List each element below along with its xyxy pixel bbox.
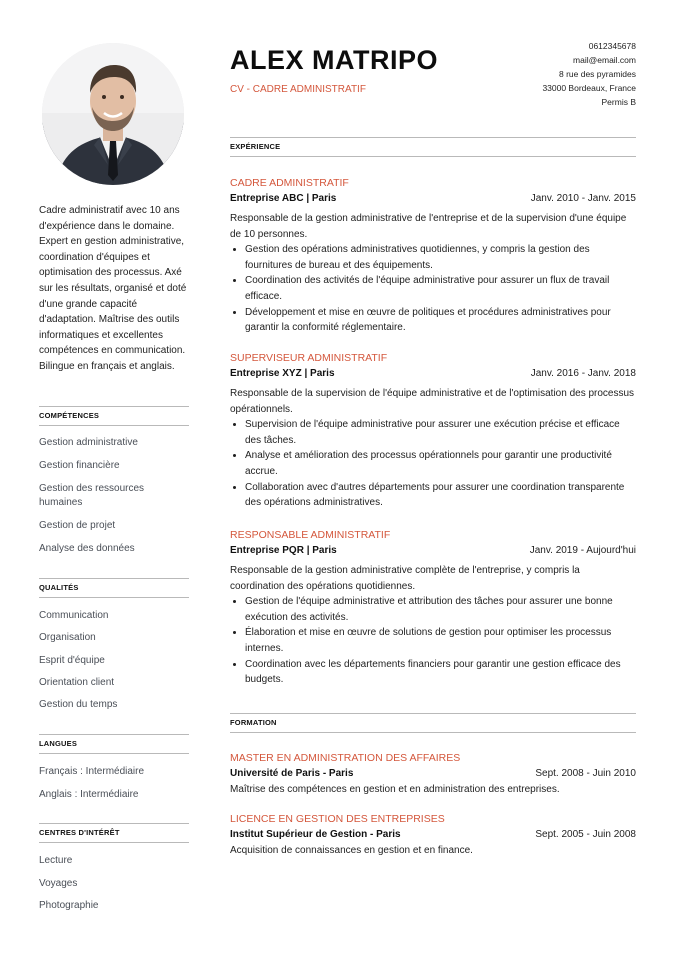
degree-description: Maîtrise des compétences en gestion et en administration des entreprises. bbox=[230, 784, 560, 795]
job-bullet: • Gestion de l'équipe administrative et attribution des tâches pour assurer une bonne exécution des activités. bbox=[245, 594, 636, 625]
job-title: RESPONSABLE ADMINISTRATIF bbox=[230, 529, 391, 541]
job-bullet: • Développement et mise en œuvre de politiques et procédures administratives pour garantir la conformité réglementaire. bbox=[245, 305, 636, 336]
contact-block bbox=[542, 39, 636, 109]
job-title: CADRE ADMINISTRATIF bbox=[230, 177, 349, 189]
cv-subtitle: CV - CADRE ADMINISTRATIF bbox=[230, 84, 366, 95]
school: Université de Paris - Paris bbox=[230, 768, 354, 779]
interet-item: Voyages bbox=[39, 877, 78, 889]
job-bullet: • Élaboration et mise en œuvre de solutions de gestion pour optimiser les processus internes. bbox=[245, 625, 636, 656]
job-bullet: • Supervision de l'équipe administrative pour assurer une exécution précise et efficace des tâches. bbox=[245, 417, 636, 448]
driving-license: Permis B bbox=[601, 97, 636, 107]
competence-item: Gestion de projet bbox=[39, 520, 116, 531]
job-bullet: • Analyse et amélioration des processus opérationnels pour garantir une productivité accrue. bbox=[245, 448, 636, 479]
job-bullet: • Collaboration avec d'autres départements pour assurer une coordination transparente des opérations administratives. bbox=[245, 480, 636, 511]
qualite-item: Organisation bbox=[39, 632, 96, 644]
degree-dates: Sept. 2005 - Juin 2008 bbox=[535, 829, 636, 840]
langue-item: Anglais : Intermédiaire bbox=[39, 788, 139, 800]
degree-title: MASTER EN ADMINISTRATION DES AFFAIRES bbox=[230, 752, 461, 764]
competence-item: Analyse des données bbox=[39, 543, 135, 554]
competence-item: Gestion administrative bbox=[39, 437, 138, 448]
degree-meta bbox=[230, 766, 636, 781]
email-address: mail@email.com bbox=[573, 55, 636, 65]
degree-dates: Sept. 2008 - Juin 2010 bbox=[535, 768, 636, 779]
competence-item: Gestion des ressources humaines bbox=[39, 483, 145, 508]
job-dates: Janv. 2010 - Janv. 2015 bbox=[530, 193, 636, 204]
qualites-list bbox=[39, 609, 189, 712]
degree-title: LICENCE EN GESTION DES ENTREPRISES bbox=[230, 813, 445, 825]
langues-title: LANGUES bbox=[39, 734, 189, 754]
degree-description: Acquisition de connaissances en gestion et en finance. bbox=[230, 845, 473, 856]
candidate-name: ALEX MATRIPO bbox=[230, 45, 438, 75]
job-bullet: • Gestion des opérations administratives quotidiennes, y compris la gestion des fournitures de bureau et des équipements. bbox=[245, 242, 636, 273]
degree-meta bbox=[230, 827, 636, 842]
job-dates: Janv. 2019 - Aujourd'hui bbox=[529, 545, 636, 556]
job-description: Responsable de la supervision de l'équipe administrative et de l'optimisation des processus opérationnels. bbox=[230, 388, 635, 415]
phone-number: 0612345678 bbox=[588, 41, 636, 51]
competence-item: Gestion financière bbox=[39, 460, 120, 471]
interets-list bbox=[39, 854, 189, 913]
experience-entry bbox=[230, 176, 636, 336]
qualites-title: QUALITÉS bbox=[39, 578, 189, 598]
job-bullets bbox=[230, 594, 636, 688]
experience-entry bbox=[230, 351, 636, 511]
job-meta bbox=[230, 191, 636, 206]
employer: Entreprise XYZ | Paris bbox=[230, 368, 335, 379]
job-bullets bbox=[230, 242, 636, 336]
job-dates: Janv. 2016 - Janv. 2018 bbox=[530, 368, 636, 379]
formation-entry bbox=[230, 812, 636, 859]
job-meta bbox=[230, 366, 636, 381]
job-description: Responsable de la gestion administrative complète de l'entreprise, y compris la coordination des opérations quotidiennes. bbox=[230, 565, 580, 592]
job-bullet: • Coordination des activités de l'équipe administrative pour assurer un flux de travail efficace. bbox=[245, 273, 636, 304]
experience-entry bbox=[230, 528, 636, 688]
person-portrait-icon bbox=[42, 43, 184, 185]
interets-title: CENTRES D'INTÉRÊT bbox=[39, 823, 189, 843]
school: Institut Supérieur de Gestion - Paris bbox=[230, 829, 401, 840]
interet-item: Photographie bbox=[39, 900, 99, 911]
profile-summary: Cadre administratif avec 10 ans d'expérience dans le domaine. Expert en gestion administrative, coordination d'équipes et optimisation des processus. Axé sur les résultats, organisé et doté d'une grande capacité d'adaptation. Maîtrise des outils informatiques et excellentes compétences en communication. Bilingue en français et anglais. bbox=[39, 205, 187, 372]
interet-item: Lecture bbox=[39, 855, 73, 866]
qualite-item: Esprit d'équipe bbox=[39, 654, 105, 666]
employer: Entreprise PQR | Paris bbox=[230, 545, 337, 556]
competences-title: COMPÉTENCES bbox=[39, 406, 189, 426]
employer: Entreprise ABC | Paris bbox=[230, 193, 337, 204]
formation-title: FORMATION bbox=[230, 713, 636, 733]
langue-item: Français : Intermédiaire bbox=[39, 766, 145, 777]
competences-list bbox=[39, 436, 189, 556]
job-bullet: • Coordination avec les départements financiers pour garantir une gestion efficace des budgets. bbox=[245, 657, 636, 688]
job-title: SUPERVISEUR ADMINISTRATIF bbox=[230, 352, 388, 364]
street-address: 8 rue des pyramides bbox=[558, 69, 636, 79]
langues-list bbox=[39, 765, 189, 802]
formation-entry bbox=[230, 751, 636, 798]
job-description: Responsable de la gestion administrative de l'entreprise et de la supervision d'une équipe de 10 personnes. bbox=[230, 213, 627, 240]
qualite-item: Communication bbox=[39, 610, 109, 621]
city-address: 33000 Bordeaux, France bbox=[542, 83, 636, 93]
qualite-item: Orientation client bbox=[39, 676, 115, 688]
experience-title: EXPÉRIENCE bbox=[230, 137, 636, 157]
qualite-item: Gestion du temps bbox=[39, 699, 118, 711]
profile-photo bbox=[42, 43, 184, 185]
job-bullets bbox=[230, 417, 636, 511]
job-meta bbox=[230, 543, 636, 558]
